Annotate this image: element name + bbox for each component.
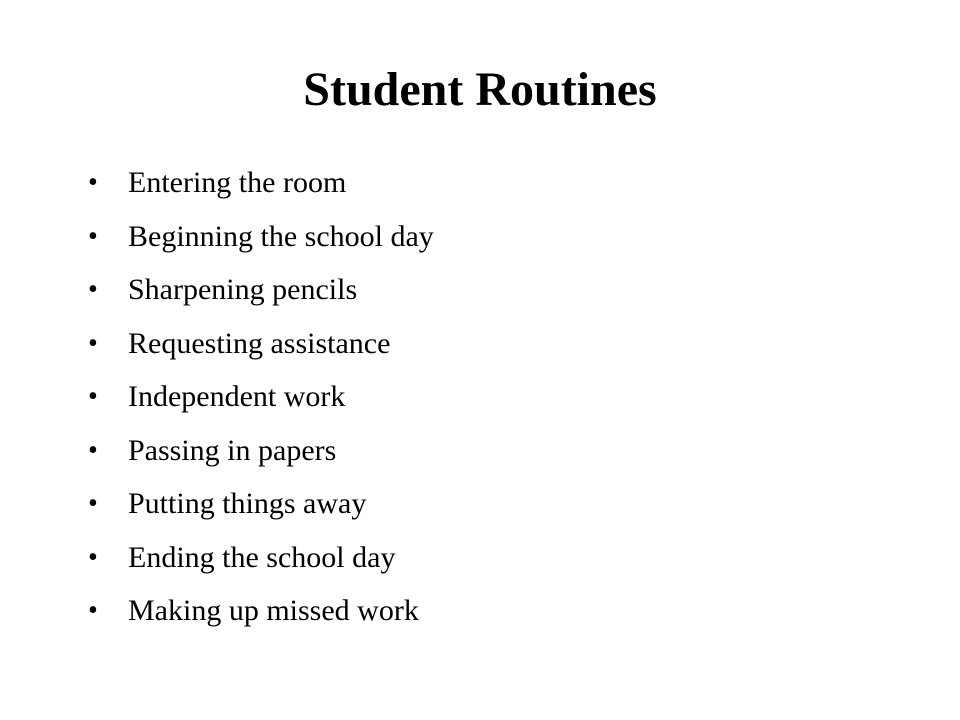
bullet-text: Requesting assistance <box>128 326 391 360</box>
bullet-icon: • <box>88 381 98 412</box>
bullet-icon: • <box>88 220 98 252</box>
bullet-text: Entering the room <box>128 166 347 199</box>
bullet-text: Beginning the school day <box>128 219 434 253</box>
bullet-icon: • <box>88 488 98 519</box>
bullet-icon: • <box>88 327 98 359</box>
bullet-text: Putting things away <box>128 487 367 520</box>
bullet-icon: • <box>88 595 98 626</box>
bullet-icon: • <box>88 434 98 466</box>
bullet-icon: • <box>88 541 98 573</box>
bullet-icon: • <box>88 274 98 305</box>
bullet-text: Ending the school day <box>128 540 396 574</box>
slide-title: Student Routines <box>303 63 657 116</box>
bullet-icon: • <box>88 167 98 198</box>
bullet-text: Sharpening pencils <box>128 273 358 306</box>
bullet-text: Passing in papers <box>128 433 337 467</box>
bullet-text: Making up missed work <box>128 594 419 627</box>
bullet-text: Independent work <box>128 380 346 413</box>
